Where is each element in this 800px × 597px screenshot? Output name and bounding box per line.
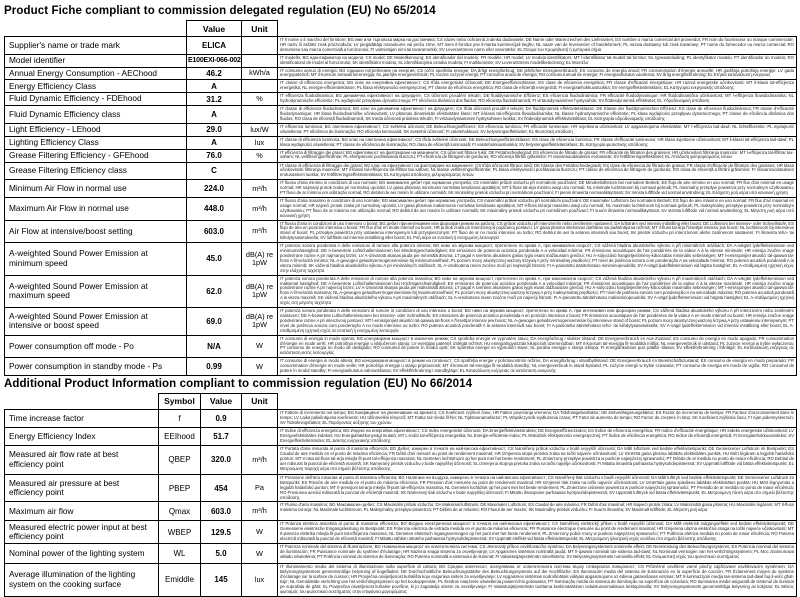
parameter-unit: W (242, 544, 278, 564)
parameter-value: ELICA (187, 37, 242, 55)
parameter-label: Energy Efficiency Index (5, 427, 159, 445)
parameter-value: A (187, 136, 242, 149)
value-column-header: Value (201, 393, 242, 409)
parameter-description: IT Indice di efficienza energetica; BG Индекс на енергийна ефективност; CS Index energetické účinnosti; DA Energieffektivitetsindeks; DE Energieeffizienzindex; ES Índice de eficiencia energética; FR Indice d'efficacité énergétique; HR Indeks energetske učinkovitosti; LV Energoefektivitātes indekss; HU Energiahatékonysági mutató; MT L-indiċi tal-effiċjenza energetika; NL Energie-efficiëntie-index; PL Wskaźnik efektywności energetycznej; PT Índice de eficiência energética; RO Indice de eficiență energetică; FI Energiatehokkuusindeksi; SV Energieffektivitetsindex; EL Δείκτης ενεργειακής απόδοσης (278, 427, 797, 445)
parameter-unit: lux (242, 136, 278, 149)
table-row (5, 427, 797, 445)
parameter-description: IT classe di efficienza energetica; BG клас на енергийна ефективност; CS třída energetické účinnosti; DE Energieeffizienzklasse; ES clase de eficiencia energética; FR classe d'efficacité énergétique; HR razred energetske učinkovitosti; MT il-klassi tal-effiċjenza enerġetika; NL energie-efficiëntieklasse; PL klasa efektywności energetycznej; PT classe de eficiência energética; RO clasa de eficiență energetică; FI energiatehokkuusluokka; SV energieffektivitetsklass; EL Κατηγορία ενεργειακής απόδοσης (278, 80, 797, 93)
parameter-description: IT Flusso d'aria massimo; BG Максимален дебит; CS Maximální průtok vzduchu; DA Maksimal luftstrøm; DE Maximaler Luftstrom; ES Caudal de aire máximo; FR Débit d'air maximal; HR Najveći protok zraka; LV Maksimālā gaisa plūsma; HU Maximális légáram; MT Il-fluss massimu tal-arja; NL Maximale luchtstroom; PL Maksymalny przepływ powietrza; PT Débito de ar máximo; RO Fluxul de aer maxim; SK Maximálny prietok vzduchu; FI Suurin ilmavirta; SV Maximalt luftflöde; EL Μέγιστη ροή αέρα (278, 502, 797, 521)
header-spacer (5, 21, 187, 37)
parameter-description: IT Fattore di incremento nel tempo; BG Коефициент на увеличаване на времето; CS Koeficient zvýšení času; HR Faktor povećanja vremena; DA Tidsforøgelsesfaktor; DE Zeitverlängerungsfaktor; ES Factor de incremento de tiempo; FR Facteur d'accroissement dans le temps; LV Laika palielinājuma koeficients; HU Időnövelési tényező; MT Fattur taż-żieda fil-ħin; NL Tijdstoenamefactor; PL Współczynnik wydłużenia czasu; PT Fator de aumento do tempo; RO Factor de creștere în timp; SK Koeficient zvýšenia času; FI Ajan pidennyskerroin; SV Tidsökningsfaktor; EL Παράγοντας αύξησης του χρόνου (278, 409, 797, 427)
parameter-description: IT Portata d'aria misurata al punto di massima efficienza; BG Дебит, измерен в точката на най-висока ефективност; CS Naměřený průtok vzduchu v bodě nejvyšší účinnosti; DA Målt luftstrøm ved bedste effektivitetspunkt; DE Gemessener Luftstrom im Bestpunkt; ES Caudal de aire medido en el punto de máxima eficiencia; FR Débit d'air mesuré au point de rendement maximal; HR Izmjerena stopa protoka zraka na točki najveće učinkovitosti; LV Izmērītā gaisa plūsma labākās efektivitātes punktā; HU Mért légáram a legjobb hatásfokú ponton; MT Ir-rata tal-fluss tal-arja mkejla fil-punt tal-effiċjenza massima; NL Gemeten luchtstroom op het punt met het beste rendement; PL Zmierzony przepływ powietrza w punkcie najwyższej sprawności; PT Débito de ar medido no ponto de maior eficiência; RO Debitul de aer măsurat la punctul de eficiență maximă; SK Nameraný prietok vzduchu v bode najvyššej účinnosti; SL Izmerjena stopnja pretoka zraka na točki najvišje učinkovitosti; FI Mitattu ilmavirta parhaassa hyötysuhdepisteessä; SV Uppmätt luftflöde vid bästa effektivitetspunkt; EL Μετρούμενη παροχή αέρα στο σημείο βέλτιστης απόδοσης (278, 445, 797, 474)
parameter-unit (242, 54, 278, 67)
table-header-row (5, 21, 797, 37)
parameter-value: C (187, 162, 242, 180)
parameter-label: Measured electric power input at best efficiency point (5, 521, 159, 544)
parameter-description: IT modello; BG идентификатор на модела; CS model; DE Modellkennung; ES identificador del modelo; FR modèle; HR model; LV modeļa identifikators; MT l-identifikatur tal-mudell tal-fornitur; NL typeaanduiding; PL identyfikator modelu; PT identificador do modelo; RO identificatorul de model al furnizorului; SK identifikátor modelu; SL identifikacijska oznaka modela; FI mallitunniste; SV Leverantörens modellbeteckning; EL Μοντέλο (278, 54, 797, 67)
parameter-unit (242, 409, 278, 427)
table-row (5, 93, 797, 106)
parameter-unit: % (242, 93, 278, 106)
parameter-value: 69.0 (187, 308, 242, 336)
parameter-unit: W (242, 521, 278, 544)
parameter-description: IT consumo di energia in modo attesa; BG консумирана мощност в режим на готовност; CS spotřeba energie v pohotovostním režimu; DA energiforbrug i standbytilstand; DE Energieverbrauch im Bereitschaftszustand; ES consumo de energía en modo preparado; FR consommation d'énergie en mode veille; HR potrošnja energije u stanju pripravnosti; MT il-konsum tal-enerġija fil-modalità standby; NL energieverbruik in stand-bystand; PL zużycie energii w trybie czuwania; PT consumo de energia em modo de vigília; RO consumul de putere în modul standby; FI energiankulutus valmiustilassa; SV effektförbrukning i standbyläge; EL Κατανάλωση ενέργειας σε κατάσταση αναμονής (278, 358, 797, 376)
table-row (5, 162, 797, 180)
parameter-unit: m³/h (242, 197, 278, 220)
table-row (5, 197, 797, 220)
parameter-description: IT flusso d'aria in condizioni di uso intensivo o boost; BG дебит при интензивен или форсиран режим на работа; CS průtok vzduchu při intenzivním nebo zesíleném nastavení; DA luftstrøm ved intensiv indstilling eller boost; DE Luftstrom bei Intensiv- oder Schnellstufe; ES flujo de aire en posición intensiva o boost; FR flux d'air en mode intensif ou boost; HR protok zraka pri intenzivnoj ili pojačanoj postavci; LV gaisa plūsma intensīvas darbības vai paātrinājuma režīmā; MT il-fluss tal-arja f'issettjar intensiv jew boost; NL luchtstroom bij intensieve stand of boost; PL przepływ powietrza przy ustawieniu intensywnym lub przyspieszonym; PT fluxo de ar no modo intensivo ou turbo; RO debitul de aer la setarea intensivă sau boost; SK prietok vzduchu pri intenzívnom alebo zosilnenom nastavení; FI ilmavirta teho- tai kiihdytysasetuksella; SV luftflöde vid intensiv inställning eller boost; EL Ροή αέρα σε εντατική ή ενισχυμένη λειτουργία (278, 220, 797, 243)
parameter-unit: m³/h (242, 220, 278, 243)
table-row (5, 564, 797, 596)
parameter-value: 76.0 (187, 149, 242, 162)
parameter-unit: m³/h (242, 445, 278, 474)
parameter-label: Fluid Dynamic Efficiency class (5, 105, 187, 123)
parameter-description: IT Potenza nominale del sistema di illuminazione; BG Номинална мощност на осветителната система; CS Jmenovitý příkon osvětlovacího systému; DA Belysningssystemets nominelle effekt; DE Nennleistung des Beleuchtungssystems; ES Potencia nominal del sistema de iluminación; FR Puissance nominale du système d'éclairage; HR Nazivna snaga sistema za osvetljevanje; LV Apgaismes sistēmas nominālā jauda; MT Il-qawwa nominali tas-sistema tad-dawl; NL Nominaal vermogen van het verlichtingssysteem; PL Moc znamionowa układu oświetlenia; PT Potência nominal do sistema de iluminação; RO Puterea nominală a sistemului de iluminat; FI Valaistusjärjestelmän nimellisteho; SV Belysningssystemets nominella effekt; EL Ονομαστική ισχύς του φωτιστικού συστήματος (278, 544, 797, 564)
parameter-description: IT potenza sonora ponderata A delle emissioni di rumore alla potenza massima; BG ниво на звукова мощност, претеглено по крива A, при максимална скорост; CS vážená hladina akustického výkonu A při maximálních otáčkách; DA A-vægtet lydeffektemission ved maksimal hastighed; DE A-bewertete Luftschallemissionen bei Höchstgeschwindigkeit; ES emisiones de potencia acústica ponderada A a velocidad máxima; FR émissions acoustiques de l'air pondérées de la valeur A à la vitesse maximale; HR emisija zvučne snage ponderirane razine A pri najvećoj brzini; LV A-izsvarotā skaņas jauda pie maksimālā ātruma; LT pagal A svertinis akustinės galios lygis esant didžiausiam greičiui; HU A-súlyozású hangteljesítmény-kibocsátás maximális sebességen; MT l-emissjonijiet akustiċi tal-qawwa tal-ħoss A fil-veloċità massima; NL A-gewogen geluidsvermogensemissie bij maximumsnelheid; PL poziom mocy akustycznej ważony krzywą A przy maksymalnej prędkości; PT nível de potência sonora com ponderação A na velocidade máxima; RO puterea acustică ponderată A la viteza maximă; SK vážená hladina akustického výkonu A pri maximálnych otáčkach; SL A-vrednotena raven zvočne moči pri največji hitrosti; FI A-painotettu äänitehotaso maksiminopeudella; SV A-vägd ljudeffektemission vid högsta hastighet; EL Α-σταθμισμένη ηχητική ισχύς στη μέγιστη ταχύτητα (278, 275, 797, 307)
parameter-value: 5.0 (201, 544, 242, 564)
parameter-description: IT flusso d'aria massimo in condizioni di uso normale; BG максимален дебит при нормална употреба; CS maximální průtok vzduchu při normálním používání; DE maximaler Luftstrom bei normalem Betrieb; ES flujo de aire máximo en uso normal; FR flux d'air maximal en usage normal; HR najveći protok zraka pri normalnoj uporabi; LV gaisa plūsmas maksimums normālas lietošanas apstākļos; MT il-fluss tal-arja massimu waqt użu normali; NL maximale luchtstroom bij normaal gebruik; PL maksymalny przepływ powietrza przy normalnym użytkowaniu; PT fluxo de ar máximo em utilização normal; RO debitul de aer maxim în utilizare normală; SK maximálny prietok vzduchu pri normálnom používaní; FI suurin ilmavirta normaalikäytössä; SV största luftflöde vid normal användning; EL Μέγιστη ροή αέρα υπό κανονική χρήση (278, 197, 797, 220)
parameter-value: 51.7 (201, 427, 242, 445)
parameter-symbol: QBEP (159, 445, 201, 474)
parameter-label: A-weighted Sound Power Emission at minimum speed (5, 243, 187, 275)
table-row (5, 445, 797, 474)
parameter-label: Average illumination of the lighting system on the cooking surface (5, 564, 159, 596)
header-spacer (5, 393, 159, 409)
parameter-value: 448.0 (187, 197, 242, 220)
parameter-description: IT Potenza elettrica assorbita al punto di massima efficienza; BG Входна електрическа мощност в точката на най-висока ефективност; CS Naměřený elektrický příkon v bodě nejvyšší účinnosti; DA Målt elektrisk indgangseffekt ved bedste effektivitetspunkt; DE Gemessene elektrische Eingangsleistung im Bestpunkt; ES Potencia eléctrica de entrada medida en el punto de máxima eficiencia; FR Puissance électrique mesurée au point de rendement maximal; HR Izmjerena ulazna električna snaga na točki najveće učinkovitosti; MT Il-potenza elettrika mkejla fil-punt tal-effiċjenza massima; NL Gemeten elektrisch ingangsvermogen op het punt met het beste rendement; PL Zmierzony pobór mocy w punkcie najwyższej sprawności; PT Potência elétrica medida no ponto de maior eficiência; RO Puterea electrică măsurată la punctul de eficiență maximă; FI Mitattu sähkön ottoteho parhaassa hyötysuhdepisteessä; SV Uppmätt eleffekt vid bästa effektivitetspunkt; EL Μετρούμενη ηλεκτρική ισχύς εισόδου στο σημείο βέλτιστης απόδοσης (278, 521, 797, 544)
parameter-value: 45.0 (187, 243, 242, 275)
table-row (5, 474, 797, 502)
parameter-value: N/A (187, 335, 242, 358)
parameter-value: 129.5 (201, 521, 242, 544)
parameter-unit (242, 37, 278, 55)
table-row (5, 502, 797, 521)
table-row (5, 521, 797, 544)
parameter-label: Light Efficiency - LEhood (5, 123, 187, 136)
header-spacer (278, 393, 797, 409)
parameter-label: Model identifier (5, 54, 187, 67)
unit-column-header: Unit (242, 393, 278, 409)
parameter-value: 454 (201, 474, 242, 502)
parameter-description: IT potenza sonora ponderata A delle emissioni di rumore alla potenza minima; BG ниво на звукова мощност, претеглено по крива A, при минимална скорост; CS vážená hladina akustického výkonu A při minimálních otáčkách; DA A-vægtet lydeffektemission ved minimumshastighed; DE A-bewertete Luftschallemissionen bei Mindestgeschwindigkeit; ES emisiones de potencia acústica ponderada A a velocidad mínima; FR émissions acoustiques de l'air pondérées de la valeur A à la vitesse minimale; HR emisija zvučne snage ponderirane razine A pri najmanjoj brzini; LV A-izsvarotā skaņas jauda pie minimālā ātruma; LT pagal A svertinis akustinės galios lygis esant mažiausiam greičiui; HU A-súlyozású hangteljesítmény-kibocsátás minimális sebességen; MT l-emissjonijiet akustiċi tal-qawwa tal-ħoss A fil-veloċità minima; NL A-gewogen geluidsvermogensemissie bij minimumsnelheid; PL poziom mocy akustycznej ważony krzywą A przy minimalnej prędkości; PT nível de potência sonora com ponderação A na velocidade mínima; RO puterea acustică ponderată A la viteza minimă; SK vážená hladina akustického výkonu A pri minimálnych otáčkach; SL A-vrednotena raven zvočne moči pri najmanjši hitrosti; FI A-painotettu äänitehotaso miniminopeudella; SV A-vägd ljudeffektemission vid lägsta hastighet; EL Α-σταθμισμένη ηχητική ισχύς στην ελάχιστη ταχύτητα (278, 243, 797, 275)
parameter-value: 62.0 (187, 275, 242, 307)
parameter-label: Grease Filtering Efficiency - GFEhood (5, 149, 187, 162)
parameter-label: Nominal power of the lighting system (5, 544, 159, 564)
parameter-unit: m³/h (242, 502, 278, 521)
parameter-value: 46.2 (187, 67, 242, 80)
table-row (5, 544, 797, 564)
parameter-label: Supplier's name or trade mark (5, 37, 187, 55)
table-row (5, 358, 797, 376)
parameter-unit: % (242, 149, 278, 162)
parameter-value: 31.2 (187, 93, 242, 106)
parameter-label: Annual Energy Consumption - AEChood (5, 67, 187, 80)
table-row (5, 67, 797, 80)
parameter-value: 29.0 (187, 123, 242, 136)
parameter-label: Power consumption in standby mode - Ps (5, 358, 187, 376)
parameter-symbol: PBEP (159, 474, 201, 502)
parameter-symbol: f (159, 409, 201, 427)
parameter-unit: dB(A) re 1pW (242, 243, 278, 275)
parameter-label: Maximum Air Flow in normal use (5, 197, 187, 220)
parameter-label: Air Flow at intensive/boost setting (5, 220, 187, 243)
parameter-unit: dB(A) re 1pW (242, 308, 278, 336)
table-row (5, 80, 797, 93)
table-row (5, 54, 797, 67)
parameter-symbol: WL (159, 544, 201, 564)
parameter-value: A (187, 105, 242, 123)
parameter-description: IT potenza sonora ponderata A delle emissioni di rumore in condizioni di uso intensivo o boost; BG ниво на звукова мощност, претеглено по крива A, при интензивен или форсиран режим; CS vážená hladina akustického výkonu A při intenzivním nebo zesíleném nastavení; DE A-bewertete Luftschallemissionen bei Intensiv- oder Schnellstufe; ES emisiones de potencia acústica ponderada A en posición intensiva o boost; FR émissions acoustiques de l'air pondérées de la valeur A en mode intensif ou boost; HR emisija zvučne snage ponderirane razine A pri intenzivnoj postavci; MT l-emissjonijiet akustiċi tal-qawwa tal-ħoss A f'issettjar intensiv jew boost; NL A-gewogen geluidsvermogensemissie bij intensieve stand of boost; PL poziom mocy akustycznej ważony krzywą A przy ustawieniu intensywnym; PT nível de potência sonora com ponderação A no modo intensivo ou turbo; RO puterea acustică ponderată A la setarea intensivă sau boost; FI A-painotettu äänitehotaso teho- tai kiihdytysasetuksella; SV A-vägd ljudeffektemission vid intensiv inställning eller boost; EL Α-σταθμισμένη ηχητική ισχύς σε εντατική ή ενισχυμένη λειτουργία (278, 308, 797, 336)
parameter-symbol: EEIhood (159, 427, 201, 445)
table-row (5, 37, 797, 55)
regulation-66-title: Additional Product Information compliant to commission regulation (EU) No 66/2014 (4, 377, 473, 390)
parameter-symbol: Qmax (159, 502, 201, 521)
parameter-unit: kWh/a (242, 67, 278, 80)
parameter-label: Energy Efficiency Class (5, 80, 187, 93)
parameter-unit: W (242, 335, 278, 358)
parameter-value: 603.0 (201, 502, 242, 521)
parameter-label: Maximum air flow (5, 502, 159, 521)
parameter-label: Lighting Efficiency Class (5, 136, 187, 149)
unit-column-header: Unit (242, 21, 278, 37)
table-row (5, 409, 797, 427)
parameter-description: IT efficienza di filtraggio dei grassi; BG ефективност на филтриране на мазнините; CS účinnost filtrace tuků; DE Fettabscheidegrad; ES eficiencia de filtrado de grasas; FR efficacité de filtration des graisses; HR učinkovitost filtriranja masnoće; MT l-effiċjenza tal-iffiltrar tax-xaħam; NL vetfilteringsefficiëntie; PL efektywność pochłaniania tłuszczu; PT eficiência de filtragem de gorduras; RO eficiența filtrării grăsimilor; FI rasvansuodatuksen erotusaste; SV fettfiltreringseffektivitet; EL Απόδοση φιλτραρίσματος λιπών (278, 149, 797, 162)
parameter-label: Measured air pressure at best efficiency point (5, 474, 159, 502)
parameter-unit (242, 162, 278, 180)
table-row (5, 149, 797, 162)
parameter-value: 0.99 (187, 358, 242, 376)
parameter-value: 145 (201, 564, 242, 596)
parameter-description: IT Il nome o il marchio del fornitore; BG име или търговска марка на доставчика; CS název nebo ochranná známka dodavatele; DE Name oder Warenzeichen des Lieferanten; ES nombre o marca comercial del proveedor; FR nom du fournisseur ou marque commerciale; HR naziv ili zaštitni znak proizvođača; LV piegādātāja nosaukums vai preču zīme; MT isem il-fornitur jew il-marka kummerċjali tiegħu; NL naam van de leverancier of handelsmerk; PL nazwa dostawcy lub znak towarowy; PT nome do fornecedor ou marca comercial; RO denumirea sau marca comercială a furnizorului; FI valmistajan nimi tai tavaramerkki; SV Leverantörens namn eller varumärke; EL Όνομα του προμηθευτή ή εμπορικό σήμα (278, 37, 797, 55)
parameter-label: Fluid Dynamic Efficiency - FDEhood (5, 93, 187, 106)
parameter-unit: m³/h (242, 180, 278, 198)
table-row (5, 180, 797, 198)
parameter-symbol: WBEP (159, 521, 201, 544)
parameter-description: IT efficienza fluidodinamica; BG динамична ефективност на флуидите; CS účinnost proudění tekutin; DE fluiddynamische Effizienz; ES eficiencia fluidodinámica; FR efficacité fluidodynamique; HR fluidodinamička učinkovitost; MT l-effiċjenza fluwidodinamika; NL hydrodynamische efficiëntie; PL wydajność przepływu dynamicznego; PT eficiência dinâmica dos fluidos; RO eficiența fluidodinamică; FI virtausdynaaminen hyötysuhde; SV flödesdynamisk effektivitet; EL Υδροδυναμική απόδοση (278, 93, 797, 106)
parameter-description: IT consumo annuo di energia; BG годишно потребление на енергия; CS roční spotřeba energie; DA årligt energiforbrug; DE jährlicher Energieverbrauch; ES consumo de energía anual; FR consommation d'énergie annuelle; HR godišnja potrošnja energije; LV gada energopatēriņš; MT il-konsum annwali tal-enerġija; NL jaarlijks energieverbruik; PL roczne zużycie energii; PT consumo anual de energia; RO consumul anual de energie; FI energiankulutus vuodessa; SV årlig energiförbrukning; EL Ετήσια κατανάλωση ενέργειας (278, 67, 797, 80)
fiche-table-65 (4, 20, 797, 376)
parameter-unit: lux (242, 564, 278, 596)
parameter-value: 603.0 (187, 220, 242, 243)
parameter-label: Time increase factor (5, 409, 159, 427)
parameter-value: 0.9 (201, 409, 242, 427)
symbol-column-header: Symbol (159, 393, 201, 409)
parameter-description: IT consumo di energia in modo spento; BG консумирана мощност в изключен режим; CS spotřeba energie ve vypnutém stavu; DA energiforbrug i slukket tilstand; DE Energieverbrauch im Aus-Zustand; ES consumo de energía en modo apagado; FR consommation d'énergie en mode arrêt; HR potrošnja energije u isključenom stanju; LV enerģijas patēriņš izslēgtā režīmā; HU energiafogyasztás kikapcsolt üzemmódban; MT il-konsum tal-enerġija fil-modalità mitfija; NL energieverbruik in uitstand; PL zużycie energii w trybie wyłączenia; PT consumo de energia no modo de desligado; RO consumul de putere în modul oprit; SK spotreba energie vo vypnutom stave; SL poraba energije v stanju izklopa; FI energiankulutus pois päältä -tilassa; SV effektförbrukning i frånläge; EL Κατανάλωση ενέργειας σε κατάσταση εκτός λειτουργίας (278, 335, 797, 358)
regulation-65-title: Product Fiche compliant to commission delegated regulation (EU) No 65/2014 (4, 5, 436, 17)
table-row (5, 220, 797, 243)
parameter-value: 320.0 (201, 445, 242, 474)
parameter-unit: Pa (242, 474, 278, 502)
parameter-value: 224.0 (187, 180, 242, 198)
value-column-header: Value (187, 21, 242, 37)
parameter-unit: W (242, 358, 278, 376)
parameter-label: A-weighted Sound Power Emission at intensive or boost speed (5, 308, 187, 336)
parameter-description: IT flusso d'aria minimo in condizioni di uso normale; BG минимален дебит при нормална употреба; CS minimální průtok vzduchu při normálním používání; DE Mindestluftstrom bei normalem Betrieb; ES flujo de aire mínimo en uso normal; FR flux d'air minimal en usage normal; HR najmanji protok zraka pri normalnoj uporabi; LV gaisa plūsmas minimums normālas lietošanas apstākļos; MT il-fluss tal-arja minimu waqt użu normali; NL minimale luchtstroom bij normaal gebruik; PL minimalny przepływ powietrza przy normalnym użytkowaniu; PT fluxo de ar mínimo em utilização normal; RO debitul de aer minim în utilizare normală; SK minimálny prietok vzduchu pri normálnom používaní; FI pienin ilmavirta normaalikäytössä; SV minsta luftflöde vid normal användning; EL Ελάχιστη ροή αέρα υπό κανονική χρήση (278, 180, 797, 198)
table-row (5, 123, 797, 136)
parameter-label: Minimum Air Flow in normal use (5, 180, 187, 198)
parameter-unit (242, 105, 278, 123)
parameter-description: IT Pressione dell'aria misurata al punto di massima efficienza; BG Налягане на въздуха, измерено в точката на най-висока ефективност; CS Naměřený tlak vzduchu v bodě nejvyšší účinnosti; DA Målt lufttryk ved bedste effektivitetspunkt; DE Gemessener Luftdruck im Bestpunkt; ES Presión de aire medida en el punto de máxima eficiencia; FR Pression d'air mesurée au point de rendement maximal; HR Izmjereni tlak zraka na točki najveće učinkovitosti; LV Izmērītais gaisa spiediens labākās efektivitātes punktā; HU Mért légnyomás a legjobb hatásfokú ponton; MT Il-pressjoni tal-arja mkejla fil-punt tal-effiċjenza massima; NL Gemeten luchtdruk op het punt met het beste rendement; PL Zmierzone ciśnienie powietrza w punkcie najwyższej sprawności; PT Pressão de ar medida no ponto de maior eficiência; RO Presiunea aerului măsurată la punctul de eficiență maximă; SK Nameraný tlak vzduchu v bode najvyššej účinnosti; FI Mitattu ilmanpaine parhaassa hyötysuhdepisteessä; SV Uppmätt lufttryck vid bästa effektivitetspunkt; EL Μετρούμενη πίεση αέρα στο σημείο βέλτιστης απόδοσης (278, 474, 797, 502)
parameter-description: IT classe di efficienza di filtraggio dei grassi; BG клас на ефективност на филтриране на мазнините; CS třída účinnosti filtrace tuků; DE Klasse des Fettabscheidegrads; ES clase de eficiencia de filtrado de grasas; FR classe d'efficacité de filtration des graisses; HR klasa učinkovitosti filtriranja masnoće; MT il-klassi tal-effiċjenza tal-iffiltrar tax-xaħam; NL klasse vetfilteringsefficiëntie; PL klasa efektywności pochłaniania tłuszczu; PT classe de eficiência de filtragem de gorduras; RO clasa de eficiență a filtrării grăsimilor; FI rasvansuodatuksen erotusasteen luokka; SV fettfiltreringseffektivitetsklass; EL Κατηγορία απόδοσης φιλτραρίσματος λιπών (278, 162, 797, 180)
table-row (5, 136, 797, 149)
parameter-label: Power consumption off mode - Po (5, 335, 187, 358)
table-row (5, 105, 797, 123)
fiche-table-66 (4, 393, 797, 597)
table-row (5, 243, 797, 275)
parameter-value: A (187, 80, 242, 93)
parameter-description: IT efficienza luminosa; BG светлинна ефективност; CS světelná účinnost; DE Beleuchtungseffizienz; ES eficiencia lumínica; FR efficacité lumineuse; HR svjetlosna učinkovitost; LV apgaismojuma efektivitāte; MT l-effiċjenza tad-dawl; NL lichtefficiëntie; PL wydajność oświetlenia; PT eficiência de iluminação; RO eficiența luminoasă; SK svetelná účinnosť; FI valotehokkuus; SV belysningseffektivitet; EL Φωτιστική απόδοση (278, 123, 797, 136)
parameter-label: Measured air flow rate at best efficiency point (5, 445, 159, 474)
parameter-description: IT Illuminamento medio del sistema di illuminazione sulla superficie di cottura; BG Средна осветеност, осигурявана от осветителната система върху готварската повърхност; CS Průměrné osvětlení varné plochy zajišťované osvětlovacím systémem; DA Belysningssystemets gennemsnitlige belysning af kogefladen; DE Durchschnittliche Beleuchtungsstärke des Beleuchtungssystems auf der Kochfläche; ES Iluminación media del sistema de iluminación en la superficie de cocción; FR Éclairement moyen du système d'éclairage sur la surface de cuisson; HR Prosječna osvijetljenost kuhališta koju osigurava sistem za osvetljevanje; LV Apgaismes sistēmas nodrošinātais vidējais apgaismojums uz ēdiena gatavošanas virsmas; MT Il-luminazzjoni medja tas-sistema tad-dawl fuq il-wiċċ għat-tisjir; NL Gemiddelde verlichting van het verlichtingssysteem op het kookoppervlak; PL Średnie natężenie oświetlenia powierzchni gotowania; PT Iluminação média do sistema de iluminação na superfície de cozedura; RO Iluminarea medie asigurată de sistemul de iluminat pe suprafața de gătit; SL Povprečna osvetljenost kuhalne površine, ki jo zagotavlja sistem za osvetljevanje; FI Valaistusjärjestelmän tuottama keskimääräinen valaistusvoimakkuus keittopinnalla; SV Belysningssystemets genomsnittliga belysning av kokytan; EL Μέσος φωτισμός του φωτιστικού συστήματος στην επιφάνεια μαγειρέματος (278, 564, 797, 596)
table-row (5, 275, 797, 307)
parameter-symbol: Emiddle (159, 564, 201, 596)
parameter-description: IT classe di efficienza fluidodinamica; BG клас на динамична ефективност на флуидите; CS třída účinnosti proudění tekutin; DA fluiddynamisk effektivitetsklasse; DE Klasse der fluiddynamischen Effizienz; ES clase de eficiencia fluidodinámica; FR classe d'efficacité fluidodynamique; HR klasa fluidodinamičke učinkovitosti; LV plūsmas dinamiskās efektivitātes klase; MT il-klassi tal-effiċjenza fluwidodinamika; NL klasse hydrodynamische efficiëntie; PL klasa wydajności przepływu dynamicznego; PT classe de eficiência dinâmica dos fluidos; RO clasa de eficiență fluidodinamică; SK trieda účinnosti prúdenia tekutín; FI virtausdynaamisen hyötysuhteen luokka; SV flödesdynamisk effektivitetsklass; EL Κατηγορία υδροδυναμικής απόδοσης (278, 105, 797, 123)
parameter-unit (242, 80, 278, 93)
parameter-description: IT classe di efficienza luminosa; BG клас на светлинна ефективност; CS třída světelné účinnosti; DE Beleuchtungseffizienzklasse; ES clase de eficiencia lumínica; FR classe d'efficacité lumineuse; HR klasa svjetlosne učinkovitosti; MT il-klassi tal-effiċjenza tad-dawl; PL klasa wydajności oświetlenia; PT classe de eficiência de iluminação; RO clasa de eficiență luminoasă; FI valotehokkuusluokka; SV belysningseffektivitetsklass; EL Κατηγορία φωτιστικής απόδοσης (278, 136, 797, 149)
parameter-value: E100EXI-066-002 (187, 54, 242, 67)
parameter-unit: lux/W (242, 123, 278, 136)
table-row (5, 308, 797, 336)
parameter-label: Grease Filtering Efficiency class (5, 162, 187, 180)
parameter-label: A-weighted Sound Power Emission at maximum speed (5, 275, 187, 307)
table-header-row (5, 393, 797, 409)
parameter-unit: dB(A) re 1pW (242, 275, 278, 307)
header-spacer (278, 21, 797, 37)
parameter-unit (242, 427, 278, 445)
table-row (5, 335, 797, 358)
